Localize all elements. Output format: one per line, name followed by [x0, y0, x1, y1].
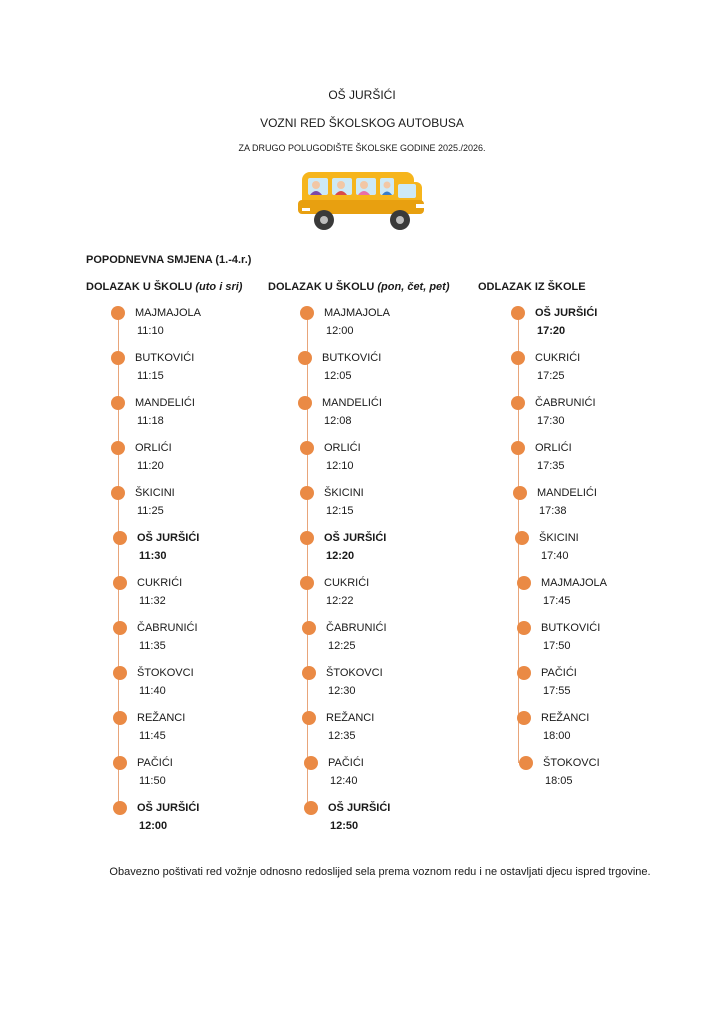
stop-dot-icon: [298, 351, 312, 365]
stop-time: 11:40: [139, 685, 166, 697]
stop-dot-icon: [511, 351, 525, 365]
stop-time: 11:30: [139, 550, 167, 562]
stop-time: 11:35: [139, 640, 166, 652]
stop-name: ŠTOKOVCI: [137, 667, 194, 679]
stop-time: 18:00: [543, 730, 571, 742]
stop-name: PAČIĆI: [541, 667, 577, 679]
stop-dot-icon: [300, 441, 314, 455]
stop-time: 17:25: [537, 370, 565, 382]
stop-dot-icon: [300, 531, 314, 545]
stop-time: 12:10: [326, 460, 354, 472]
stop-time: 11:45: [139, 730, 166, 742]
stop-time: 17:38: [539, 505, 567, 517]
stop-name: ŠTOKOVCI: [543, 757, 600, 769]
stop-dot-icon: [302, 666, 316, 680]
stop-dot-icon: [302, 711, 316, 725]
stop-name: OŠ JURŠIĆI: [535, 307, 598, 319]
stop-name: BUTKOVIĆI: [135, 352, 195, 364]
stop-time: 12:40: [330, 775, 358, 787]
school-name: OŠ JURŠIĆI: [328, 88, 396, 102]
route-line: [118, 313, 119, 808]
stop-dot-icon: [515, 531, 529, 545]
stop-dot-icon: [300, 486, 314, 500]
stop-name: PAČIĆI: [137, 757, 173, 769]
stop-time: 11:32: [139, 595, 166, 607]
stop-name: REŽANCI: [137, 712, 186, 724]
route-line: [307, 313, 308, 808]
stop-time: 12:05: [324, 370, 352, 382]
stop-dot-icon: [113, 666, 127, 680]
stop-dot-icon: [517, 621, 531, 635]
column-heading-title: ODLAZAK IZ ŠKOLE: [478, 281, 586, 293]
stop-name: REŽANCI: [326, 712, 375, 724]
document-subtitle: ZA DRUGO POLUGODIŠTE ŠKOLSKE GODINE 2025./2026.: [238, 143, 486, 153]
stop-time: 12:20: [326, 550, 355, 562]
column-heading-3: [478, 281, 586, 293]
stop-name: MANDELIĆI: [322, 397, 382, 409]
stop-time: 12:22: [326, 595, 354, 607]
column-heading-days: (uto i sri): [195, 281, 243, 293]
stop-time: 11:20: [137, 460, 164, 472]
stop-name: OŠ JURŠIĆI: [324, 532, 387, 544]
stop-time: 12:00: [139, 820, 168, 832]
stop-dot-icon: [111, 396, 125, 410]
stop-dot-icon: [304, 801, 318, 815]
stop-name: MAJMAJOLA: [541, 577, 608, 589]
stop-dot-icon: [113, 756, 127, 770]
shift-label: POPODNEVNA SMJENA (1.-4.r.): [86, 254, 252, 266]
stop-time: 17:40: [541, 550, 569, 562]
stop-dot-icon: [300, 306, 314, 320]
column-heading-1: [86, 281, 242, 293]
stop-dot-icon: [511, 306, 525, 320]
stop-dot-icon: [511, 396, 525, 410]
stop-name: PAČIĆI: [328, 757, 364, 769]
stop-name: OŠ JURŠIĆI: [328, 802, 391, 814]
stop-name: MANDELIĆI: [135, 397, 195, 409]
column-heading-title: DOLAZAK U ŠKOLU: [268, 281, 375, 293]
stop-dot-icon: [111, 306, 125, 320]
stop-dot-icon: [298, 396, 312, 410]
stop-name: ORLIĆI: [324, 442, 361, 454]
stop-dot-icon: [513, 486, 527, 500]
stop-time: 12:25: [328, 640, 356, 652]
stop-time: 12:35: [328, 730, 356, 742]
stop-dot-icon: [517, 711, 531, 725]
stop-name: ČABRUNIĆI: [137, 622, 198, 634]
stop-name: ŠKICINI: [135, 487, 175, 499]
stop-name: CUKRIĆI: [535, 352, 581, 364]
stop-name: ORLIĆI: [135, 442, 172, 454]
stop-time: 17:55: [543, 685, 571, 697]
stop-time: 12:50: [330, 820, 359, 832]
stop-dot-icon: [113, 801, 127, 815]
stop-dot-icon: [517, 576, 531, 590]
stop-time: 12:08: [324, 415, 352, 427]
stop-dot-icon: [113, 531, 127, 545]
stop-time: 12:30: [328, 685, 356, 697]
stop-dot-icon: [113, 711, 127, 725]
stop-name: CUKRIĆI: [324, 577, 370, 589]
stop-name: MAJMAJOLA: [324, 307, 391, 319]
footer-note: Obavezno poštivati red vožnje odnosno redoslijed sela prema voznom redu i ne ostavljati djecu ispred trgovine.: [109, 866, 651, 878]
stop-time: 12:15: [326, 505, 354, 517]
stop-name: MAJMAJOLA: [135, 307, 202, 319]
stop-name: ŠKICINI: [539, 532, 579, 544]
stop-name: REŽANCI: [541, 712, 590, 724]
document-title: VOZNI RED ŠKOLSKOG AUTOBUSA: [260, 116, 464, 130]
stop-name: ŠKICINI: [324, 487, 364, 499]
column-heading-days: (pon, čet, pet): [377, 281, 450, 293]
stop-time: 11:10: [137, 325, 164, 337]
stop-name: OŠ JURŠIĆI: [137, 802, 200, 814]
stop-name: MANDELIĆI: [537, 487, 597, 499]
school-bus-illustration: [296, 168, 428, 234]
stop-dot-icon: [302, 621, 316, 635]
stop-time: 11:15: [137, 370, 164, 382]
stop-dot-icon: [111, 351, 125, 365]
stop-time: 17:30: [537, 415, 565, 427]
stop-time: 17:50: [543, 640, 571, 652]
stop-time: 11:25: [137, 505, 164, 517]
stop-time: 12:00: [326, 325, 354, 337]
stop-dot-icon: [517, 666, 531, 680]
route-timeline-1: [111, 302, 291, 842]
stop-name: ČABRUNIĆI: [535, 397, 596, 409]
route-timeline-3: [511, 302, 691, 842]
stop-dot-icon: [113, 621, 127, 635]
stop-dot-icon: [511, 441, 525, 455]
stop-dot-icon: [304, 756, 318, 770]
stop-time: 11:50: [139, 775, 166, 787]
stop-dot-icon: [111, 441, 125, 455]
stop-dot-icon: [113, 576, 127, 590]
stop-dot-icon: [111, 486, 125, 500]
stop-time: 11:18: [137, 415, 164, 427]
stop-time: 17:45: [543, 595, 571, 607]
stop-name: BUTKOVIĆI: [322, 352, 382, 364]
stop-name: CUKRIĆI: [137, 577, 183, 589]
stop-name: BUTKOVIĆI: [541, 622, 601, 634]
route-timeline-2: [300, 302, 480, 842]
stop-dot-icon: [519, 756, 533, 770]
stop-dot-icon: [300, 576, 314, 590]
stop-time: 17:35: [537, 460, 565, 472]
stop-time: 17:20: [537, 325, 566, 337]
stop-name: OŠ JURŠIĆI: [137, 532, 200, 544]
stop-time: 18:05: [545, 775, 573, 787]
stop-name: ČABRUNIĆI: [326, 622, 387, 634]
stop-name: ORLIĆI: [535, 442, 572, 454]
stop-name: ŠTOKOVCI: [326, 667, 383, 679]
column-heading-2: [268, 281, 450, 293]
column-heading-title: DOLAZAK U ŠKOLU: [86, 281, 193, 293]
